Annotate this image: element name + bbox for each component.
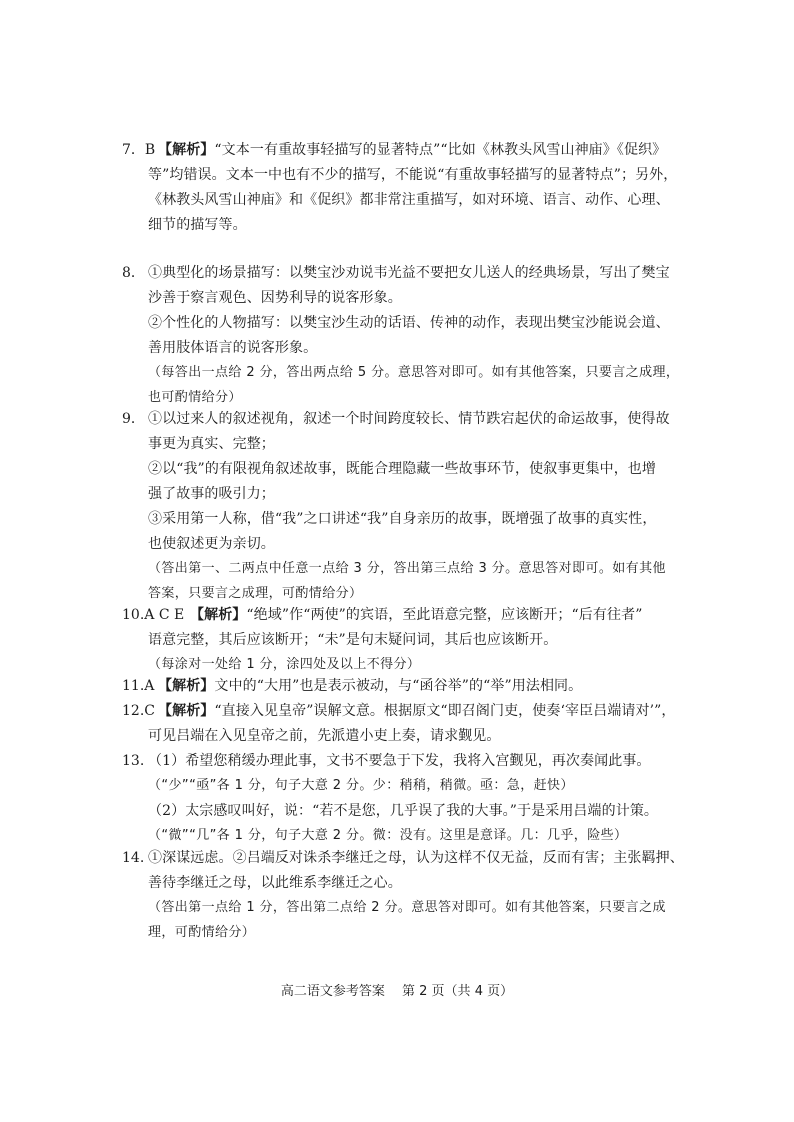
answer-line: ②个性化的人物描写：以樊宝沙生动的话语、传神的动作，表现出樊宝沙能说会道、: [148, 315, 670, 331]
answer-line: ①典型化的场景描写：以樊宝沙劝说韦光益不要把女儿送人的经典场景，写出了樊宝: [148, 265, 670, 281]
answer-line: [158, 674, 582, 698]
answer-line: [190, 603, 642, 627]
answer-line: 语意完整，其后应该断开；“未”是句末疑问词，其后也应该断开。: [148, 632, 558, 648]
answer-line: [158, 138, 666, 162]
scoring-note: （“微”“几”各 1 分，句子大意 2 分。微：没有。这里是意译。几：几乎，险些）: [148, 828, 628, 843]
scoring-note: 也可酌情给分）: [148, 390, 242, 405]
answer-line: 善待李继迁之母，以此维系李继迁之心。: [148, 875, 402, 891]
answer-line: [158, 699, 676, 723]
scoring-note: （“少”“亟”各 1 分，句子大意 2 分。少：稍稍，稍微。亟：急，赶快）: [148, 778, 574, 793]
answer-line: ②以“我”的有限视角叙述故事，既能合理隐藏一些故事环节，使叙事更集中，也增: [148, 461, 657, 477]
item-number: 13.: [122, 753, 145, 769]
answer-line: 等”均错误。文本一中也有不少的描写，不能说“有重故事轻描写的显著特点”；另外，: [148, 167, 678, 183]
item-number: 7．B: [122, 142, 156, 158]
item-number: 10.A C E: [122, 607, 185, 623]
scoring-note: （每答出一点给 2 分，答出两点给 5 分。意思答对即可。如有其他答案，只要言之成理，: [148, 365, 680, 380]
answer-line: ③采用第一人称，借“我”之口讲述“我”自身亲历的故事，既增强了故事的真实性，: [148, 511, 657, 527]
scoring-note: （答出第一、二两点中任意一点给 3 分，答出第三点给 3 分。意思答对即可。如有其他: [148, 561, 666, 576]
item-number: 12.C: [122, 703, 155, 719]
answer-line: （2）太宗感叹叫好，说：“若不是您，几乎误了我的大事。”于是采用吕端的计策。: [148, 803, 659, 819]
item-number: 9．: [122, 411, 145, 427]
answer-text: “绝域”作“两使”的宾语，至此语意完整，应该断开；“后有往者”: [246, 607, 643, 623]
item-number: 11.A: [122, 678, 155, 694]
answer-line: 《林教头风雪山神庙》和《促织》都非常注重描写，如对环境、语言、动作、心理、: [148, 192, 670, 208]
analysis-tag: 【解析】: [158, 678, 215, 694]
analysis-tag: 【解析】: [158, 142, 215, 158]
answer-line: 强了故事的吸引力；: [148, 486, 275, 502]
answer-line: ①深谋远虑。②吕端反对诛杀李继迁之母，认为这样不仅无益，反而有害；主张羁押、: [148, 850, 684, 866]
scoring-note: （每涂对一处给 1 分，涂四处及以上不得分）: [148, 657, 421, 672]
answer-line: ①以过来人的叙述视角，叙述一个时间跨度较长、情节跌宕起伏的命运故事，使得故: [148, 411, 670, 427]
answer-line: 可见吕端在入见皇帝之前，先派遣小吏上奏，请求觐见。: [148, 728, 501, 744]
answer-line: （1）希望您稍缓办理此事，文书不要急于下发，我将入宫觐见，再次奏闻此事。: [148, 753, 651, 769]
answer-line: 也使叙述更为亲切。: [148, 536, 275, 552]
answer-line: 沙善于察言观色、因势利导的说客形象。: [148, 290, 402, 306]
analysis-tag: 【解析】: [158, 703, 215, 719]
scoring-note: （答出第一点给 1 分，答出第二点给 2 分。意思答对即可。如有其他答案，只要言之成: [148, 900, 666, 915]
page-footer: 高二语文参考答案 第 2 页（共 4 页）: [280, 984, 514, 999]
scoring-note: 答案，只要言之成理，可酌情给分）: [148, 586, 363, 601]
item-number: 14.: [122, 850, 145, 866]
item-number: 8．: [122, 265, 145, 281]
answer-line: 善用肢体语言的说客形象。: [148, 340, 318, 356]
answer-line: 细节的描写等。: [148, 217, 247, 233]
scoring-note: 理，可酌情给分）: [148, 925, 256, 940]
answer-text: “文本一有重故事轻描写的显著特点”“比如《林教头风雪山神庙》《促织》: [214, 142, 667, 158]
answer-text: 文中的“大用”也是表示被动，与“函谷举”的“举”用法相同。: [214, 678, 583, 694]
answer-line: 事更为真实、完整；: [148, 436, 275, 452]
answer-text: “直接入见皇帝”误解文意。根据原文“即召阁门吏，使奏‘宰臣吕端请对’”，: [214, 703, 676, 719]
analysis-tag: 【解析】: [190, 607, 247, 623]
